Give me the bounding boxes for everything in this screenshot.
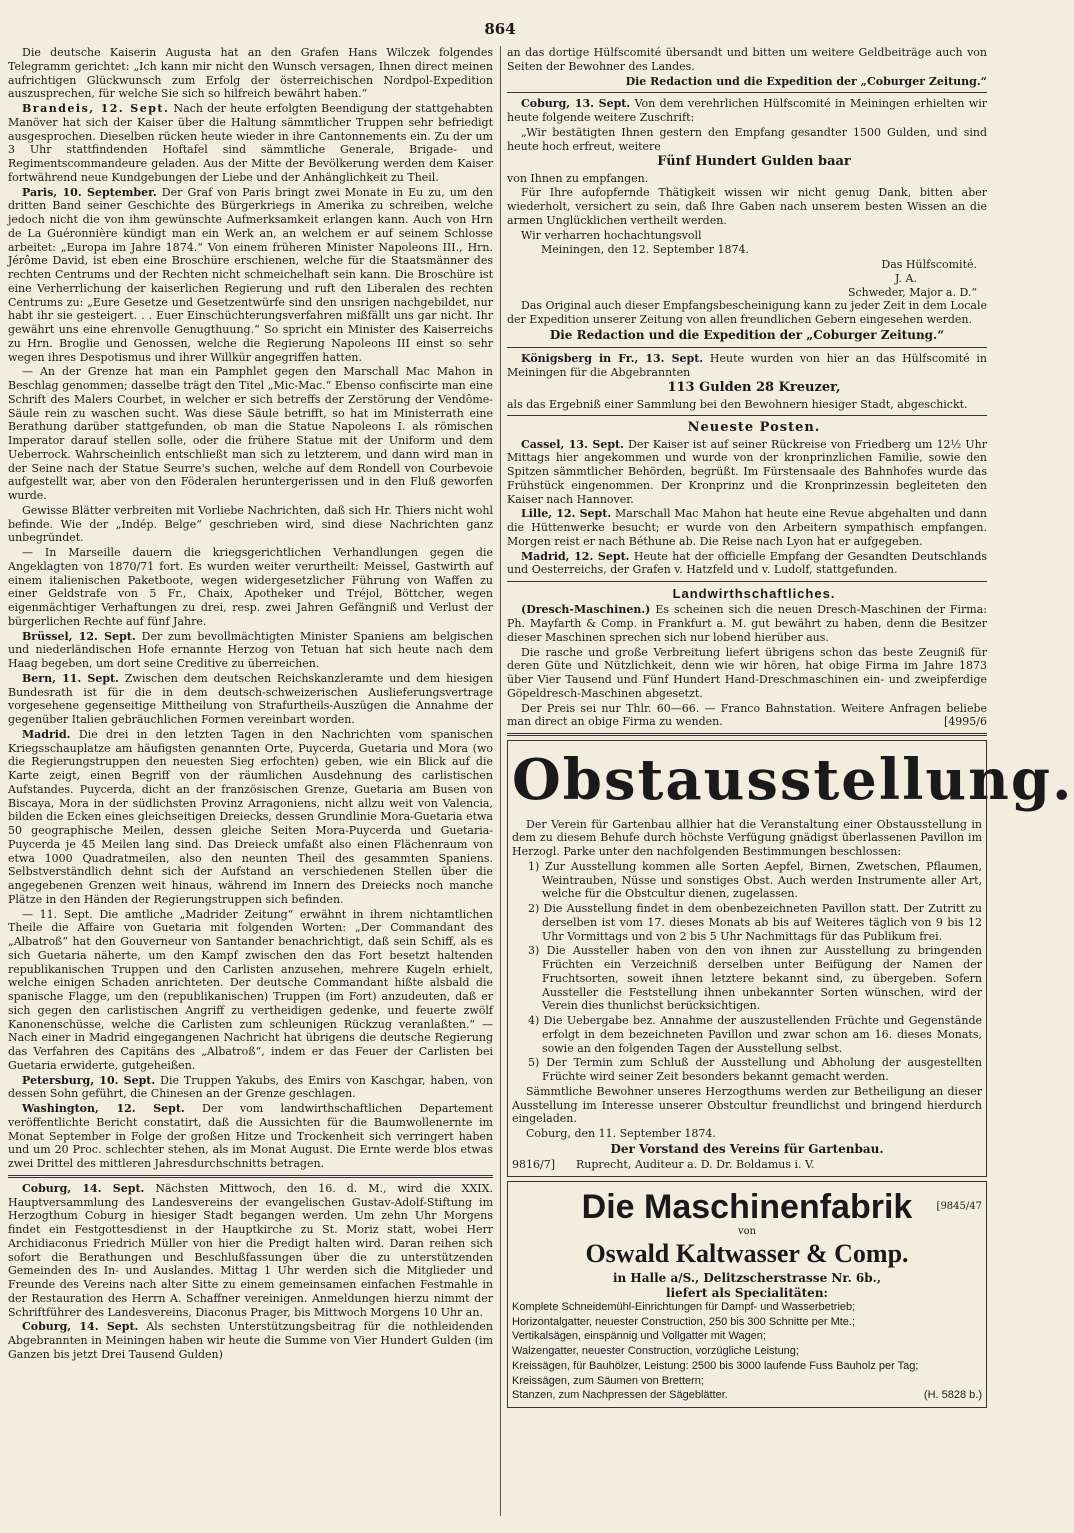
ad-masch-item: Horizontalgatter, neuester Construction, 250 bis 300 Schnitte per Mte.; bbox=[512, 1315, 856, 1328]
ad-obst-sig2: Ruprecht, Auditeur a. D. Dr. Boldamus i. V. bbox=[575, 1157, 815, 1171]
article-madrid bbox=[8, 728, 493, 907]
dateline-koenigsberg: Königsberg in Fr., 13. Sept. bbox=[521, 351, 704, 365]
ad-masch-list bbox=[512, 1301, 982, 1403]
letter-signature bbox=[507, 258, 977, 299]
ad-masch-item: Vertikalsägen, einspännig und Vollgatter mit Wagen; bbox=[512, 1330, 766, 1343]
article-dresch-3-text: Der Preis sei nur Thlr. 60—66. — Franco Bahnstation. Weitere Anfragen beliebe man direct an obige Firma zu wenden. bbox=[507, 701, 987, 729]
article-koenigsberg-text: Heute wurden von hier an das Hülfscomité in Meiningen für die Abgebrannten bbox=[507, 351, 987, 379]
article-bern-text: Zwischen dem deutschen Reichskanzleramte und dem hiesigen Bundesrath ist für die in dem deutsch-schweizerischen Auslieferungsvertrage vorgesehene gegenseitige Mittheilung von Strafurtheils-Auszügen die Annahme der gegenüber Italien gebräuchlichen Formen vereinbart worden. bbox=[8, 671, 493, 726]
article-madrid-2-text: Heute hat der officielle Empfang der Gesandten Deutschlands und Oesterreichs, der Grafen v. Hatzfeld und v. Ludolf, stattgefunden. bbox=[507, 549, 988, 577]
column-divider bbox=[500, 46, 501, 1516]
article-bruessel-text: Der zum bevollmächtigten Minister Spaniens am belgischen und niederländischen Hofe ernannte Herzog von Tetuan hat sich heute nach dem Haag begeben, um dort seine Creditive zu überreichen. bbox=[8, 629, 494, 670]
ad-ref-masch: [9845/47 bbox=[936, 1200, 982, 1212]
dateline-bruessel: Brüssel, 12. Sept. bbox=[22, 629, 136, 643]
article-coburg-gustav-adolf bbox=[8, 1182, 493, 1320]
ad-masch-item: Komplete Schneidemühl-Einrichtungen für Dampf- und Wasserbetrieb; bbox=[512, 1300, 856, 1313]
dateline-lille: Lille, 12. Sept. bbox=[521, 507, 612, 521]
dateline-brandeis: Brandeis, 12. Sept. bbox=[22, 102, 170, 115]
ad-obst-sig2-line bbox=[512, 1158, 982, 1172]
article-brandeis bbox=[8, 102, 493, 185]
ad-masch-von: von bbox=[737, 1225, 757, 1237]
article-dresch-2: Die rasche und große Verbreitung liefert übrigens schon das beste Zeugniß für deren Güte und Nützlichkeit, denn wie wir hören, hat obige Firma im Jahre 1873 über Vier Tausend und Fünf Hundert Hand-Dreschmaschinen ein- und zweipferdige Göpeldresch-Maschinen abgesetzt. bbox=[507, 645, 987, 700]
article-thiers: Gewisse Blätter verbreiten mit Vorliebe Nachrichten, daß sich Hr. Thiers nicht wohl befinde. Wie der „Indép. Belge“ geschrieben wird, sind diese Nachrichten ganz unbegründet. bbox=[8, 503, 493, 545]
article-coburg-spende bbox=[8, 1320, 493, 1361]
ad-masch-item: Kreissägen, zum Säumen von Brettern; bbox=[512, 1374, 704, 1387]
section-rule bbox=[507, 733, 987, 736]
ad-masch-item: Walzengatter, neuester Construction, vorzügliche Leistung; bbox=[512, 1345, 799, 1358]
article-marseille: — In Marseille dauern die kriegsgerichtlichen Verhandlungen gegen die Angeklagten von 1870/71 fort. Es wurden weiter verurtheilt: Meissel, Gastwirth auf einem italienischen Paketboote, wegen widergesetzlicher Führung von Waffen zu einer Geldstrafe von 5 Fr., Chaix, Apotheker und Tréjol, Böttcher, wegen eigenmächtiger Verhaftungen zu drei, resp. zwei Jahren Gefängniß und Verlust der bürgerlichen Rechte auf fünf Jahre. bbox=[8, 546, 493, 628]
article-dresch-text: Es scheinen sich die neuen Dresch-Maschinen der Firma: Ph. Mayfarth & Comp. in Frankfurt a. M. gut bewährt zu haben, denn die Besitzer dieser Maschinen sprechen sich nur lobend hierüber aus. bbox=[507, 603, 988, 644]
right-column bbox=[507, 46, 1074, 1408]
section-rule bbox=[507, 347, 987, 348]
ad-obst-item-2: 2) Die Ausstellung findet in dem obenbezeichneten Pavillon statt. Der Zutritt zu derselben ist vom 17. dieses Monats ab bis auf Weiteres täglich von 9 bis 12 Uhr Vormittags und von 2 bis 5 Uhr Nachmittags für das Publikum frei. bbox=[528, 902, 982, 943]
ad-maschinenfabrik bbox=[507, 1181, 987, 1409]
dateline-bern: Bern, 11. Sept. bbox=[22, 671, 119, 685]
article-hilfscomite-cont: an das dortige Hülfscomité übersandt und bitten um weitere Geldbeiträge auch von Seiten der Bewohner des Landes. bbox=[507, 46, 987, 73]
dateline-coburg-2: Coburg, 14. Sept. bbox=[22, 1320, 139, 1334]
article-coburg-meiningen-text: Von dem verehrlichen Hülfscomité in Meiningen erhielten wir heute folgende weitere Zuschrift: bbox=[507, 97, 987, 124]
ad-masch-item-last: Stanzen, zum Nachpressen der Sägeblätter. bbox=[512, 1389, 728, 1402]
ad-obst-intro: Der Verein für Gartenbau allhier hat die Veranstaltung einer Obstausstellung in dem zu diesem Behufe durch höchste Verfügung gnädigst überlassenen Pavillon im Herzogl. Parke unter den nachfolgenden Bestimmungen beschlossen: bbox=[512, 817, 982, 859]
section-rule bbox=[507, 92, 987, 93]
ad-obst-signature: Der Vorstand des Vereins für Gartenbau. bbox=[610, 1141, 884, 1156]
article-paris-text: Der Graf von Paris bringt zwei Monate in Eu zu, um den dritten Band seiner Geschichte des Bürgerkriegs in Amerika zu schreiben, welche jedoch nicht die von ihm gewünschte Aufmerksamkeit erlangen kann. Auch von Hrn de La Guéronnière kündigt man ein Werk an, an welchem er auf seinem Schlosse arbeitet: „Europa im Jahre 1874.“ Von einem früheren Minister Napoleons III., Hrn. Jérôme David, ist eben eine Broschüre erschienen, welche für die Staatsmänner des rechten Centrums und der Rechten nicht schmeichelhaft sein kann. Die Broschüre ist eine Verherrlichung der kaiserlichen Regierung und ruft den Liberalen des rechten Centrums zu: „Eure Gesetze und Gesetzentwürfe sind den unsrigen nachgebildet, nur habt ihr sie gesteigert. . . Euer Einschüchterungsverfahren mißfällt uns gar nicht. Ihr gewährt uns eine ehrenvolle Genugthuung.“ So spricht ein Minister des Kaiserreichs zu Hrn. Broglie und Genossen, welche die Regierung Napoleons III einst so sehr wegen ihres Despotismus und ihrer Willkür angegriffen hatten. bbox=[8, 185, 493, 364]
article-coburg-gustav-adolf-text: Nächsten Mittwoch, den 16. d. M., wird die XXIX. Hauptversammlung des Landesvereins der evangelischen Gustav-Adolf-Stiftung im Herzogthum Coburg in hiesiger Stadt begangen werden. Um zehn Uhr Morgens findet ein Festgottesdienst in der Hauptkirche zu St. Moriz statt, wobei Herr Archidiaconus Friedrich Müller von hier die Predigt halten wird. Daran reihen sich sofort die Berathungen und Beschlußfassungen über die zu unterstützenden Gemeinden des In- und Auslandes. Mittag 1 Uhr werden sich die Mitglieder und Freunde des Vereins nach alter Sitte zu einem gemeinsamen einfachen Festmahle in der Restauration des Herrn A. Schaffner vereinigen. Anmeldungen hierzu nimmt der Schriftführer des Landesvereins, Diaconus Prager, bis Mittwoch Morgens 10 Uhr an. bbox=[8, 1181, 493, 1319]
ad-masch-specialties: liefert als Specialitäten: bbox=[666, 1285, 828, 1300]
article-madrid-albatross: — 11. Sept. Die amtliche „Madrider Zeitung“ erwähnt in ihrem nichtamtlichen Theile die Affaire von Guetaria mit folgenden Worten: „Der Commandant des „Albatroß“ hat den Gouverneur von Santander benachrichtigt, daß sein Schiff, als es sich Guetaria näherte, um den Kampf zwischen den das Fort besetzt haltenden republikanischen Truppen und den Carlisten anzusehen, mehrere Kugeln erhielt, welche einigen Schaden anrichteten. Der deutsche Commandant hißte alsbald die spanische Flagge, um den (republikanischen) Truppen (im Fort) anzudeuten, daß er sich gegen den carlistischen Angriff zu vertheidigen gedenke, und feuerte zwölf Kanonenschüsse, welche die Carlisten zum schleunigen Rückzug veranlaßten.“ — Nach einer in Madrid eingegangenen Nachricht hat übrigens die deutsche Regierung das Verfahren des Capitäns des „Albatroß“, indem er das Feuer der Carlisten bei Guetaria erwiderte, gutgeheißen. bbox=[8, 907, 493, 1072]
article-dresch bbox=[507, 603, 987, 644]
article-lille-text: Marschall Mac Mahon hat heute eine Revue abgehalten und dann die Hüttenwerke besucht; er wurde von den Arbeitern sympathisch empfangen. Morgen reist er nach Béthune ab. Die Reise nach Lyon hat er aufgegeben. bbox=[507, 507, 988, 548]
letter-date: Meiningen, den 12. September 1874. bbox=[541, 243, 749, 257]
signature-redaction-2: Die Redaction und die Expedition der „Coburger Zeitung.“ bbox=[549, 327, 945, 342]
heading-landwirthschaftliches: Landwirthschaftliches. bbox=[672, 586, 836, 601]
dateline-petersburg: Petersburg, 10. Sept. bbox=[22, 1073, 156, 1087]
article-koenigsberg bbox=[507, 352, 987, 380]
letter-closing: Wir verharren hochachtungsvoll bbox=[521, 228, 702, 242]
article-coburg-spende-text: Als sechsten Unterstützungsbeitrag für die nothleidenden Abgebrannten in Meiningen haben wir heute die Summe von Vier Hundert Gulden (im Ganzen bis jetzt Drei Tausend Gulden) bbox=[8, 1320, 493, 1361]
letter-sig-comite: Das Hülfscomité. bbox=[881, 258, 977, 271]
dateline-coburg-3: Coburg, 13. Sept. bbox=[521, 97, 631, 111]
ad-obstausstellung bbox=[507, 740, 1074, 1177]
letter-quote: „Wir bestätigten Ihnen gestern den Empfang gesandter 1500 Gulden, und sind heute hoch erfreut, weitere bbox=[507, 125, 987, 153]
article-madrid-text: Die drei in den letzten Tagen in den Nachrichten vom spanischen Kriegsschauplatze am häufigsten genannten Orte, Puycerda, Guetaria und Mora (wo die Regierungstruppen den neuesten Sieg erfochten) geben, wie ein Blick auf die Karte zeigt, einen Begriff von der räumlichen Ausdehnung des carlistischen Aufstandes. Puycerda, dicht an der französischen Grenze, Guetaria am Busen von Biscaya, Mora in der südlichsten Provinz Arragoniens, nicht allzu weit von Valencia, bilden die Ecken eines gleichseitigen Dreiecks, dessen Grundlinie Mora-Guetaria etwa 50 geographische Meilen, dessen gleiche Seiten Mora-Puycerda und Guetaria-Puycerda je 45 Meilen lang sind. Das Dreieck umfaßt also einen Flächenraum von etwa 1000 Quadratmeilen, also den neunten Theil des gesammten Spaniens. Selbstverständlich dehnt sich der Aufstand an verschiedenen Stellen über die angegebenen Grenzen weit hinaus, während im Innern des Dreiecks noch manche Plätze in den Händen der Regierungstruppen sich befinden. bbox=[8, 727, 493, 906]
article-bern bbox=[8, 672, 493, 727]
ad-obst-date: Coburg, den 11. September 1874. bbox=[526, 1127, 716, 1141]
dresch-label: (Dresch-Maschinen.) bbox=[521, 603, 651, 617]
section-rule bbox=[507, 581, 987, 582]
ad-masch-title: Die Maschinenfabrik bbox=[581, 1187, 913, 1226]
ad-masch-item: Kreissägen, für Bauhölzer, Leistung: 2500 bis 3000 laufende Fuss Bauholz per Tag; bbox=[512, 1359, 919, 1372]
article-paris bbox=[8, 186, 493, 365]
letter-note: Das Original auch dieser Empfangsbescheinigung kann zu jeder Zeit in dem Locale der Expedition unserer Zeitung von allen freundlichen Gebern eingesehen werden. bbox=[507, 299, 987, 326]
article-petersburg bbox=[8, 1074, 493, 1102]
letter-amount: Fünf Hundert Gulden baar bbox=[657, 154, 851, 170]
section-rule bbox=[507, 415, 987, 416]
page-number: 864 bbox=[484, 20, 516, 38]
dateline-cassel: Cassel, 13. Sept. bbox=[521, 437, 624, 451]
dateline-coburg-1: Coburg, 14. Sept. bbox=[22, 1181, 145, 1195]
article-brandeis-text: Nach der heute erfolgten Beendigung der stattgehabten Manöver hat sich der Kaiser über die Haltung sämmtlicher Truppen sehr befriedigt ausgesprochen. Dieselben rücken heute wieder in ihre Cantonnements ein. Zu der um 3 Uhr stattfindenden Hoftafel sind sämmtliche Generale, Brigade- und Regimentscommandeure geladen. Aus der Mitte der Bevölkerung werden dem Kaiser fortwährend neue Kundgebungen der Liebe und der Anhänglichkeit zu Theil. bbox=[8, 102, 494, 184]
article-coburg-meiningen bbox=[507, 97, 987, 125]
dateline-washington: Washington, 12. Sept. bbox=[22, 1102, 185, 1115]
ad-obst-close: Sämmtliche Bewohner unseres Herzogthums werden zur Betheiligung an dieser Ausstellung im Interesse unserer Obstcultur freundlichst und bringend hierdurch eingeladen. bbox=[512, 1084, 982, 1126]
ad-obst-item-5: 5) Der Termin zum Schluß der Ausstellung und Abholung der ausgestellten Früchte wird seiner Zeit besonders bekannt gemacht werden. bbox=[528, 1056, 982, 1084]
dateline-madrid-2: Madrid, 12. Sept. bbox=[521, 549, 630, 563]
article-petersburg-text: Die Truppen Yakubs, des Emirs von Kaschgar, haben, von dessen Sohn geführt, die Chinesen an der Grenze geschlagen. bbox=[8, 1073, 494, 1101]
article-washington bbox=[8, 1102, 493, 1171]
ad-masch-address: in Halle a/S., Delitzscherstrasse Nr. 6b., bbox=[612, 1270, 882, 1285]
ad-masch-item bbox=[512, 1389, 982, 1403]
section-rule bbox=[8, 1175, 493, 1178]
ad-obst-item-3: 3) Die Aussteller haben von den von ihnen zur Ausstellung zu bringenden Früchten ein Verzeichniß derselben unter Beifügung der Namen der Fruchtsorten, soweit ihnen letztere bekannt sind, zu übergeben. Sofern Aussteller die Feststellung ihnen unbekannter Sorten wünschen, wird der Verein dies thunlichst berücksichtigen. bbox=[528, 944, 982, 1013]
article-grenze: — An der Grenze hat man ein Pamphlet gegen den Marschall Mac Mahon in Beschlag genommen; dasselbe trägt den Titel „Mic-Mac.“ Ebenso confiscirte man eine Schrift des Malers Courbet, in welcher er sich betreffs der Zerstörung der Vendôme-Säule rein zu waschen sucht. Was diese Säule betrifft, so hat im Ministerrath eine Berathung darüber stattgefunden, ob man die Statue Napoleons I. als römischen Imperator darauf stellen solle, oder die frühere Statue mit der Uniform und dem Ueberrock. Wahrscheinlich entschließt man sich zu letzterem, und dann wird man in der Seine nach der Statue Seurre's suchen, welche auf dem Rondell von Courbevoie aufgestellt war, aber von den Föderalen heruntergerissen und in den Fluß geworfen wurde. bbox=[8, 365, 493, 502]
article-madrid-2 bbox=[507, 550, 987, 578]
letter-sig-schweder: Schweder, Major a. D.“ bbox=[847, 285, 977, 299]
heading-neueste-posten: Neueste Posten. bbox=[687, 420, 821, 436]
article-kaiserin: Die deutsche Kaiserin Augusta hat an den Grafen Hans Wilczek folgendes Telegramm gerichtet: „Ich kann mir nicht den Wunsch versagen, Ihnen direct meinen aufrichtigen Glückwunsch zum Erfolg der österreichischen Nordpol-Expedition auszusprechen, für welche Sie sich so hilfreich bewährt haben.“ bbox=[8, 46, 493, 101]
koenigsberg-after: als das Ergebniß einer Sammlung bei den Bewohnern hiesiger Stadt, abgeschickt. bbox=[507, 397, 968, 411]
left-column bbox=[8, 46, 493, 1363]
ad-obst-title: Obstausstellung. bbox=[512, 747, 1074, 813]
ad-obst-item-1: 1) Zur Ausstellung kommen alle Sorten Aepfel, Birnen, Zwetschen, Pflaumen, Weintrauben, Nüsse und sonstiges Obst. Auch werden Instrumente aller Art, welche für die Obstcultur dienen, zugelassen. bbox=[528, 859, 982, 901]
article-lille bbox=[507, 507, 987, 548]
koenigsberg-amount: 113 Gulden 28 Kreuzer, bbox=[667, 380, 841, 396]
ad-ref-masch-bottom: (H. 5828 b.) bbox=[923, 1389, 982, 1402]
ad-ref-obst: 9816/7] bbox=[512, 1157, 555, 1171]
dateline-paris: Paris, 10. September. bbox=[22, 185, 157, 199]
article-cassel-text: Der Kaiser ist auf seiner Rückreise von Friedberg um 12½ Uhr Mittags hier angekommen und wurde von der kronprinzlichen Familie, sowie den Spitzen sämmtlicher Behörden, begrüßt. Im Fürstensaale des Bahnhofes wurde das Frühstück eingenommen. Der Kronprinz und die Kronprinzessin begleiteten den Kaiser nach Hannover. bbox=[507, 437, 987, 506]
article-dresch-3 bbox=[507, 702, 987, 730]
article-cassel bbox=[507, 438, 987, 507]
signature-redaction-1: Die Redaction und die Expedition der „Coburger Zeitung.“ bbox=[625, 74, 987, 88]
letter-thanks: Für Ihre aufopfernde Thätigkeit wissen wir nicht genug Dank, bitten aber wiederholt, versichert zu sein, daß Ihre Gaben nach unserem besten Wissen an die armen Unglücklichen vertheilt werden. bbox=[507, 186, 987, 227]
letter-after-amount: von Ihnen zu empfangen. bbox=[507, 171, 649, 185]
article-bruessel bbox=[8, 630, 493, 671]
ad-obst-item-4: 4) Die Uebergabe bez. Annahme der auszustellenden Früchte und Gegenstände erfolgt in dem bezeichneten Pavillon und zwar schon am 16. dieses Monats, sowie an den folgenden Tagen der Ausstellung selbst. bbox=[528, 1014, 982, 1055]
ad-masch-firm: Oswald Kaltwasser & Comp. bbox=[585, 1239, 909, 1269]
letter-sig-ja: J. A. bbox=[895, 271, 917, 285]
ad-ref-dresch: [4995/6 bbox=[944, 715, 987, 729]
article-washington-text: Der vom landwirthschaftlichen Departement veröffentlichte Bericht constatirt, daß die Aussichten für die Baumwollenernte im Monat September in Folge der großen Hitze und Trockenheit sich verringert haben und um 20 Proc. schlechter stehen, als im Monat August. Die Ernte werde blos etwas zwei Drittel des mittleren Jahresdurchschnitts betragen. bbox=[8, 1102, 494, 1170]
dateline-madrid: Madrid. bbox=[22, 727, 71, 741]
